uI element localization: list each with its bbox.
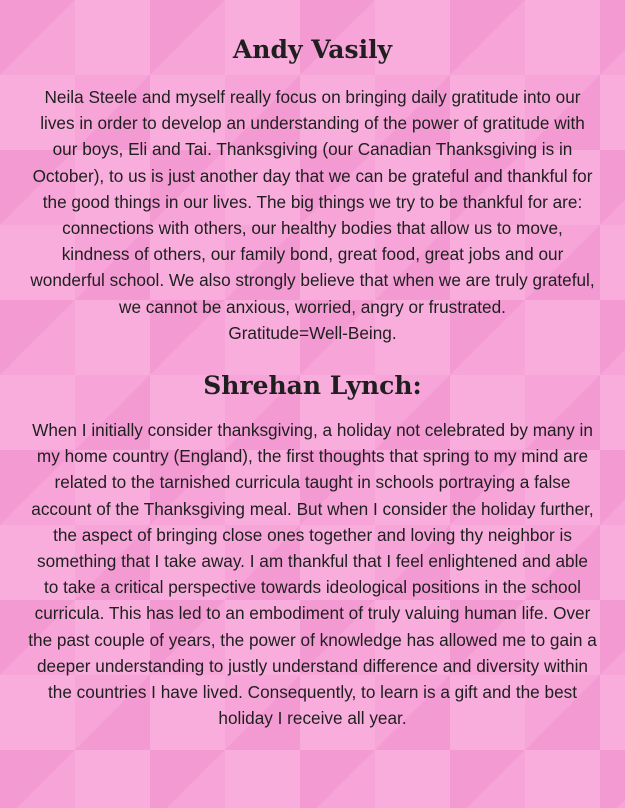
section-andy-vasily bbox=[28, 34, 597, 346]
section-heading: Andy Vasily bbox=[232, 35, 393, 64]
closing-text: Gratitude=Well-Being. bbox=[228, 322, 397, 343]
section-body bbox=[28, 417, 597, 731]
section-shrehan-lynch bbox=[28, 370, 597, 731]
body-text: Neila Steele and myself really focus on bringing daily gratitude into our lives in order to develop an understanding of the power of gratitude with our boys, Eli and Tai. Thanksgiving (our Canadian Thanksgiving is in October), to us is just another day that we can be grateful and thankful for the good things in our lives. The big things we try to be thankful for are: connections with others, our healthy bodies that allow us to move, kindness of others, our family bond, great food, great jobs and our wonderful school. We also strongly believe that when we are truly grateful, we cannot be anxious, worried, angry or frustrated. bbox=[30, 87, 595, 317]
section-heading: Shrehan Lynch: bbox=[203, 371, 422, 401]
section-body bbox=[28, 84, 597, 346]
body-text: When I initially consider thanksgiving, a holiday not celebrated by many in my home country (England), the first thoughts that spring to my mind are related to the tarnished curricula taught in schools portraying a false account of the Thanksgiving meal. But when I consider the holiday further, the aspect of bringing close ones together and loving thy neighbor is something that I take away. I am thankful that I feel enlightened and able to take a critical perspective towards ideological positions in the school curricula. This has led to an embodiment of truly valuing human life. Over the past couple of years, the power of knowledge has allowed me to gain a deeper understanding to justly understand difference and diversity within the countries I have lived. Consequently, to learn is a gift and the best holiday I receive all year. bbox=[28, 420, 597, 729]
